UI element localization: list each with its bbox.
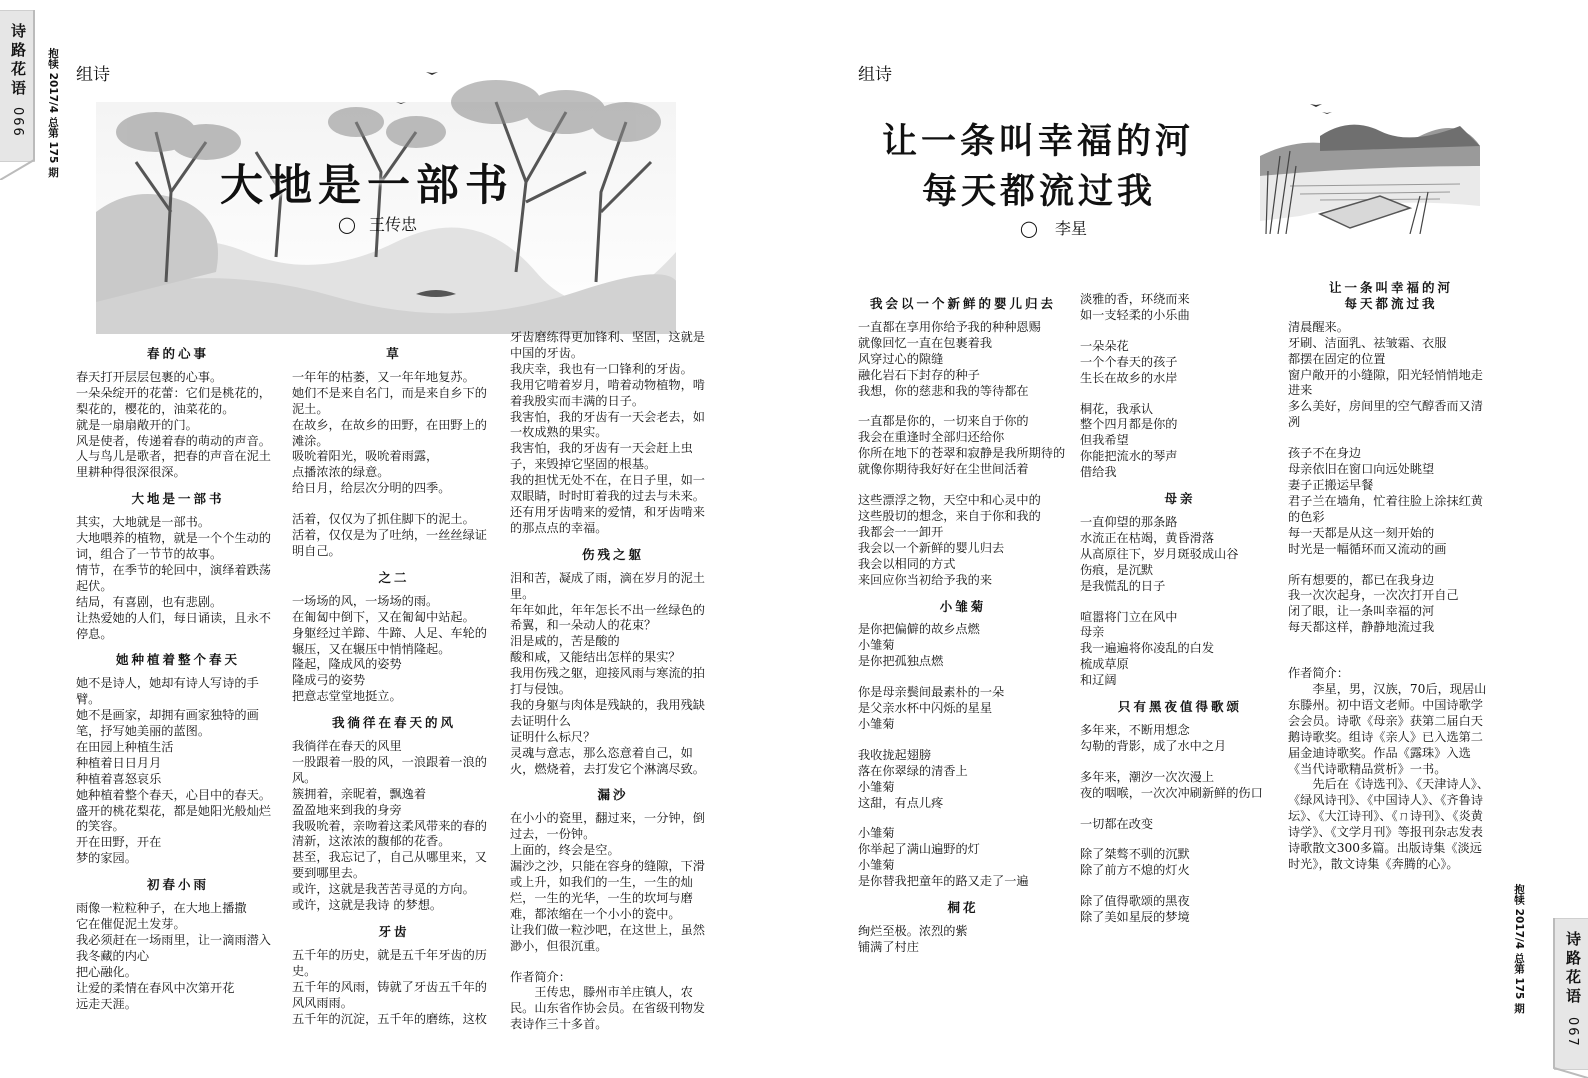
- right-column-3: [1288, 280, 1494, 873]
- left-byline: [338, 212, 417, 235]
- right-corner-fold: [1548, 898, 1588, 1078]
- right-issue: 2017/4: [1513, 908, 1525, 950]
- poem-text: 一朵朵花 一个个春天的孩子 生长在故乡的水岸: [1080, 338, 1178, 385]
- right-journal-info: [1512, 884, 1527, 1013]
- poem-heading: 小雏菊: [939, 598, 987, 614]
- stanza-gap: [1080, 802, 1280, 817]
- poem-heading: 我会以一个新鲜的婴儿归去: [869, 296, 1056, 311]
- poem-text: 春天打开层层包裹的心事。 一朵朵绽开的花蕾：它们是桃花的，梨花的，樱花的，油菜花的。 就是一扇扇敞开的门。 风是使者，传递着春的萌动的声音。 人与鸟儿是歌者，把春的声音在泥土里耕种得很深很深。: [76, 369, 271, 480]
- poem-text: 我徜徉在春天的风里 一股跟着一股的风，一浪跟着一浪的风。 簇拥着，亲昵着，飘逸着 盈盈地来到我的身旁 我吸吮着，亲吻着这柔风带来的春的清新，这浓浓的馥郁的花香。 甚至，我忘记了，自己从哪里来，又要到哪里去。 或许，这就是我苦苦寻觅的方向。 或许，这就是我诗 的梦想。: [292, 739, 487, 913]
- poem-text: 她不是诗人，她却有诗人写诗的手臂。 她不是画家，却拥有画家独特的画笔，抒写她美丽的蓝图。 在田园上种植生活 种植着日日月月 种植着喜怒哀乐 她种植着整个春天，心目中的春天。 盛开的桃花梨花，都是她阳光般灿烂的笑容。 开在田野，开在 梦的家园。: [76, 676, 271, 866]
- poem-text: 绚烂至极。浓烈的紫 铺满了村庄: [858, 924, 968, 954]
- poem-text: 这些漂浮之物，天空中和心灵中的 这些殷切的想念，来自于你和我的 我都会一一卸开 我会以一个新鲜的婴儿归去 我会以相同的方式 来回应你当初给予我的来: [858, 493, 1041, 587]
- right-section-tag: 组诗: [858, 65, 892, 85]
- left-corner-fold: [0, 0, 40, 180]
- stanza-gap: [1288, 431, 1494, 446]
- poem-heading: 伤残之躯: [581, 546, 644, 562]
- stanza-gap: [1080, 879, 1280, 894]
- poem-heading: 草: [386, 346, 402, 361]
- poem-heading: 漏沙: [597, 787, 629, 803]
- stanza-gap: [858, 478, 1068, 493]
- stanza-gap: [1288, 636, 1494, 651]
- right-column-2: [1080, 292, 1280, 926]
- right-title-line-1: 让一条叫幸福的河: [882, 122, 1195, 162]
- poem-heading: 她种植着整个春天: [115, 652, 240, 668]
- right-title-line-2: 每天都流过我: [922, 172, 1157, 212]
- poem-text: 活着，仅仅为了抓住脚下的泥土。 活着，仅仅是为了吐纳，一丝丝绿证明自己。: [292, 512, 487, 558]
- poem-text: 一切都在改变: [1080, 816, 1154, 831]
- poem-text: 作者简介： 李星，男，汉族，70后，现居山东滕州。初中语文老师。中国诗歌学会会员。诗歌《母亲》获第二届白天鹅诗歌奖。组诗《亲人》已入选第二届金迪诗歌奖。作品《露珠》入选《当代诗歌精品赏析》一书。 先后在《诗选刊》、《天津诗人》、《绿风诗刊》、《中国诗人》、《齐鲁诗坛》、《大江诗刊》、《ㄇ诗刊》、《炎黄诗学》、《文学月刊》等报刊杂志发表诗歌散文300多篇。出版诗集《淡远时光》，散文诗集《奔腾的心》。: [1288, 666, 1490, 871]
- stanza-gap: [858, 670, 1068, 685]
- right-column-1: [858, 296, 1068, 956]
- poem-heading: 大地是一部书: [131, 491, 225, 507]
- left-column-3: [510, 330, 716, 1033]
- poem-text: 小雏菊 你举起了满山遍野的灯 小雏菊 是你替我把童年的路又走了一遍: [858, 826, 1029, 889]
- stanza-gap: [1288, 651, 1494, 666]
- stanza-gap: [1080, 324, 1280, 339]
- stanza-gap: [1080, 595, 1280, 610]
- stanza-gap: [292, 497, 496, 512]
- left-column-2: [292, 346, 496, 1027]
- right-byline: [1020, 216, 1087, 239]
- poem-text: 五千年的历史，就是五千年牙齿的历史。 五千年的风雨，铸就了牙齿五千年的风风雨雨。 五千年的沉淀，五千年的磨练，这枚: [292, 947, 487, 1026]
- poem-text: 是你把偏僻的故乡点燃 小雏菊 是你把孤独点燃: [858, 622, 980, 669]
- left-side-label: 诗路花语: [9, 23, 27, 99]
- poem-text: 喧嚣将门立在风中 母亲 我一遍遍将你凌乱的白发 梳成草原 和辽阔: [1080, 609, 1215, 688]
- poem-text: 牙齿磨练得更加锋利、坚固，这就是中国的牙齿。 我庆幸，我也有一口锋利的牙齿。 我用它啃着岁月，啃着动物植物，啃着我殷实而丰满的日子。 我害怕，我的牙齿有一天会老去，如一枚成熟的果实。 我害怕，我的牙齿有一天会赶上虫子，来毁掉它坚固的根基。 我的担忧无处不在，在日子里，如一双眼睛，时时盯着我的过去与未来。 还有用牙齿啃来的爱情，和牙齿啃来的那点点的幸福。: [510, 330, 705, 535]
- right-side-label: 诗路花语: [1564, 931, 1582, 1007]
- left-journal: 抱犊: [47, 48, 59, 69]
- poem-heading: 只有黑夜值得歌颂: [1117, 699, 1242, 715]
- poem-text: 除了桀骜不驯的沉默 除了前方不熄的灯火: [1080, 847, 1190, 878]
- poem-text: 所有想要的，都已在我身边 我一次次起身，一次次打开自己 闭了眼，让一条叫幸福的河 每天都这样，静静地流过我: [1288, 572, 1459, 635]
- poem-text: 在小小的瓷里，翻过来，一分钟，倒过去，一份钟。 上面的，终会是空。 漏沙之沙，只能在容身的缝隙，下滑或上升，如我们的一生，一生的灿烂，一生的光华，一生的坎坷与磨难，都浓缩在一个小小的瓷中。 让我们做一粒沙吧，在这世上，虽然渺小，但很沉重。: [510, 811, 705, 953]
- left-author-mark: ◯: [338, 215, 356, 234]
- river-illustration: [1260, 96, 1480, 234]
- left-title: 大地是一部书: [220, 161, 514, 211]
- left-column-1: [76, 346, 280, 1012]
- stanza-gap: [1080, 387, 1280, 402]
- poem-text: 淡雅的香，环绕而来 如一支轻柔的小乐曲: [1080, 292, 1190, 322]
- poem-text: 泪和苦，凝成了雨，滴在岁月的泥土里。 年年如此，年年怎长不出一丝绿色的希翼，和一朵动人的花束？ 泪是咸的，苦是酸的 酸和咸，又能结出怎样的果实？ 我用伤残之躯，迎接风雨与寒流的拍打与侵蚀。 我的身躯与肉体是残缺的，我用残缺去证明什么 证明什么标尺？ 灵魂与意志，那么恣意着自己，如火，燃烧着，去打发它个淋漓尽致。: [510, 570, 705, 776]
- stanza-gap: [858, 733, 1068, 748]
- poem-text: 一直都在享用你给予我的种种恩赐 就像回忆一直在包裹着我 风穿过心的隙缝 融化岩石下封存的种子 我想，你的慈悲和我的等待都在: [858, 319, 1041, 398]
- poem-text: 我收拢起翅膀 落在你翠绿的清香上 小雏菊 这甜，有点儿疼: [858, 747, 968, 810]
- left-total-issue: 总第 175 期: [47, 116, 59, 178]
- stanza-gap: [1080, 832, 1280, 847]
- right-page: [794, 0, 1588, 1078]
- poem-heading: 春的心事: [146, 346, 209, 361]
- poem-text: 桐花，我承认 整个四月都是你的 但我希望 你能把流水的琴声 借给我: [1080, 401, 1178, 480]
- poem-text: 一年年的枯萎，又一年年地复苏。 她们不是来自名门，而是来自乡下的泥土。 在故乡，在故乡的田野，在田野上的滩涂。 吸吮着阳光，吸吮着雨露， 点播浓浓的绿意。 给日月，给层次分明的四季。: [292, 369, 487, 496]
- poem-heading: 我徜徉在春天的风: [331, 715, 456, 731]
- poem-heading: 之二: [378, 569, 410, 585]
- poem-heading: 初春小雨: [146, 877, 209, 893]
- right-author-mark: ◯: [1020, 219, 1038, 238]
- poem-text: 孩子不在身边 母亲依旧在窗口向远处眺望 妻子正搬运早餐 君子兰在墙角，忙着往脸上涂抹红黄的色彩 每一天都是从这一刻开始的 时光是一幅循环而又流动的画: [1288, 446, 1483, 556]
- stanza-gap: [1080, 755, 1280, 770]
- left-page-number: 066: [10, 107, 25, 138]
- left-author: 王传忠: [369, 215, 418, 234]
- poem-text: 你是母亲鬓间最素朴的一朵 是父亲水杯中闪烁的星星 小雏菊: [858, 685, 1005, 731]
- poem-heading: 牙齿: [378, 924, 410, 939]
- right-page-number: 067: [1565, 1017, 1580, 1048]
- poem-text: 其实，大地就是一部书。 大地喂养的植物，就是一个个生动的词，组合了一节节的故事。 情节，在季节的轮回中，演绎着跌荡起伏。 结局，有喜剧，也有悲剧。 让热爱她的人们，每日诵读，且永不停息。: [76, 515, 271, 641]
- poem-text: 一场场的风，一场场的雨。 在匍匐中倒下，又在匍匐中站起。 身躯经过羊蹄、牛蹄、人足、车轮的辗压，又在辗压中悄悄隆起。 隆起，隆成风的姿势 隆成弓的姿势 把意志堂堂地挺立。: [292, 593, 487, 704]
- poem-text: 作者简介： 王传忠，滕州市羊庄镇人，农民。山东省作协会员。在省级刊物发表诗作三十多首。: [510, 969, 705, 1032]
- poem-text: 雨像一粒粒种子，在大地上播撒 它在催促泥土发芽。 我必须赶在一场雨里，让一滴雨潜入我冬藏的内心 把心融化。 让爱的柔情在春风中次第开花 远走天涯。: [76, 901, 271, 1011]
- stanza-gap: [858, 811, 1068, 826]
- poem-text: 多年来，潮汐一次次漫上 夜的咽喉，一次次冲刷新鲜的伤口: [1080, 769, 1263, 800]
- stanza-gap: [858, 399, 1068, 414]
- right-journal: 抱犊: [1513, 884, 1525, 905]
- stanza-gap: [510, 955, 716, 970]
- stanza-gap: [1288, 558, 1494, 573]
- poem-text: 清晨醒来。 牙刷、洁面乳、祛皱霜、衣服 都摆在固定的位置 窗户敞开的小缝隙，阳光轻悄悄地走进来 多么美好，房间里的空气醇香而又清冽: [1288, 319, 1483, 430]
- poem-text: 一直都是你的，一切来自于你的 我会在重逢时全部归还给你 你所在地下的苍翠和寂静是我所期待的 就像你期待我好好在尘世间活着: [858, 414, 1066, 477]
- poem-heading: 让一条叫幸福的河 每天都流过我: [1328, 280, 1453, 311]
- poem-heading: 桐花: [947, 900, 979, 916]
- poem-heading: 母亲: [1164, 491, 1196, 507]
- poem-text: 除了值得歌颂的黑夜 除了美如星辰的梦境: [1080, 894, 1190, 925]
- left-journal-info: [46, 48, 61, 177]
- right-total-issue: 总第 175 期: [1513, 952, 1525, 1014]
- poem-text: 多年来，不断用想念 勾勒的背影，成了水中之月: [1080, 722, 1227, 753]
- left-issue: 2017/4: [47, 72, 59, 114]
- right-author: 李星: [1055, 219, 1088, 238]
- poem-text: 一直仰望的那条路 水流正在枯竭，黄昏滑落 从高原往下，岁月斑驳成山谷 伤痕，是沉默 是我慌乱的日子: [1080, 514, 1239, 593]
- left-section-tag: 组诗: [76, 65, 110, 85]
